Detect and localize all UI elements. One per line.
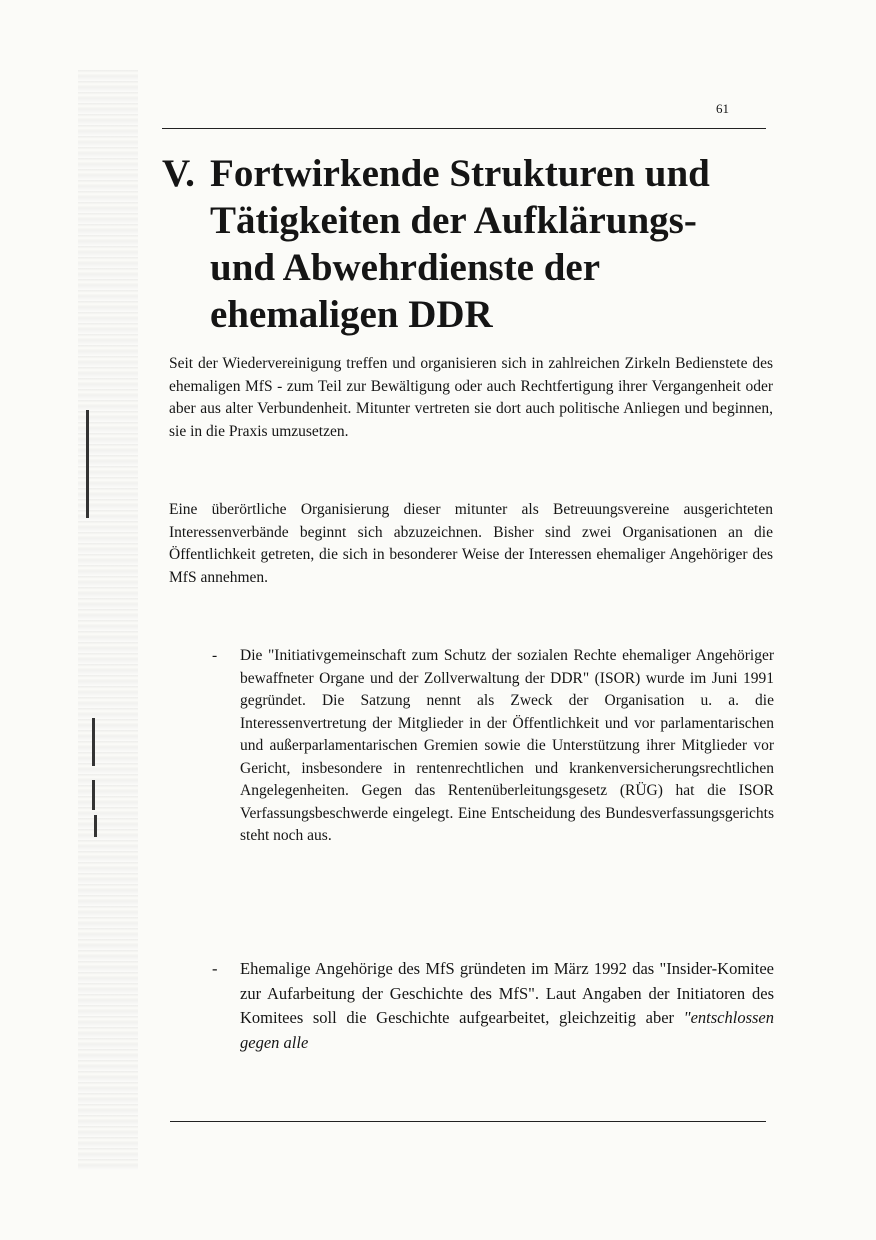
chapter-title: Fortwirkende Strukturen und Tätigkeiten der Aufklärungs- und Abwehrdienste der ehemaligen DDR: [210, 152, 710, 336]
page-number: 61: [716, 101, 729, 116]
list-item-marker: -: [212, 647, 218, 664]
body-paragraph: Seit der Wiedervereinigung treffen und organisieren sich in zahlreichen Zirkeln Bedienstete des ehemaligen MfS - zum Teil zur Bewältigung oder auch Rechtfertigung ihrer Vergangenheit oder aber aus alter Verbundenheit. Mitunter vertreten sie dort auch politische Anliegen und beginnen, sie in die Praxis umzusetzen.: [169, 355, 773, 440]
scan-margin-mark: [86, 410, 89, 518]
list-item-text: Die "Initiativgemeinschaft zum Schutz der sozialen Rechte ehemaliger Angehöriger bewaffneter Organe und der Zollverwaltung der DDR" (ISOR) wurde im Juni 1991 gegründet. Die Satzung nennt als Zweck der Organisation u. a. die Interessenvertretung der Mitglieder in der Öffentlichkeit und vor parlamentarischen und außerparlamentarischen Gremien sowie die Unterstützung ihrer Mitglieder vor Gericht, insbesondere in rentenrechtlichen und krankenversicherungsrechtlichen Angelegenheiten. Gegen das Rentenüberleitungsgesetz (RÜG) hat die ISOR Verfassungsbeschwerde eingelegt. Eine Entscheidung des Bundesverfassungsgerichts steht noch aus.: [240, 647, 774, 844]
chapter-numeral: V.: [162, 152, 195, 195]
scan-edge-noise: [78, 70, 138, 1170]
list-item-text: Ehemalige Angehörige des MfS gründeten im März 1992 das "Insider-Komitee zur Aufarbeitung der Geschichte des MfS". Laut Angaben der Initiatoren des Komitees soll die Geschichte aufgearbeitet, gleichzeitig aber: [240, 959, 774, 1027]
body-paragraph: Eine überörtliche Organisierung dieser mitunter als Betreuungsvereine ausgerichteten Interessenverbände beginnt sich abzuzeichnen. Bisher sind zwei Organisationen an die Öffentlichkeit getreten, die sich in besonderer Weise der Interessen ehemaliger Angehöriger des MfS annehmen.: [169, 501, 773, 586]
scan-margin-mark: [92, 780, 95, 810]
header-rule: [162, 128, 766, 129]
list-item-marker: -: [212, 959, 218, 978]
scan-margin-mark: [92, 718, 95, 766]
list-item-text-container: [240, 957, 774, 1055]
footer-rule: [170, 1121, 766, 1122]
list-item-text-italic: "entschlossen gegen alle: [240, 1008, 774, 1052]
scan-margin-mark: [94, 815, 97, 837]
